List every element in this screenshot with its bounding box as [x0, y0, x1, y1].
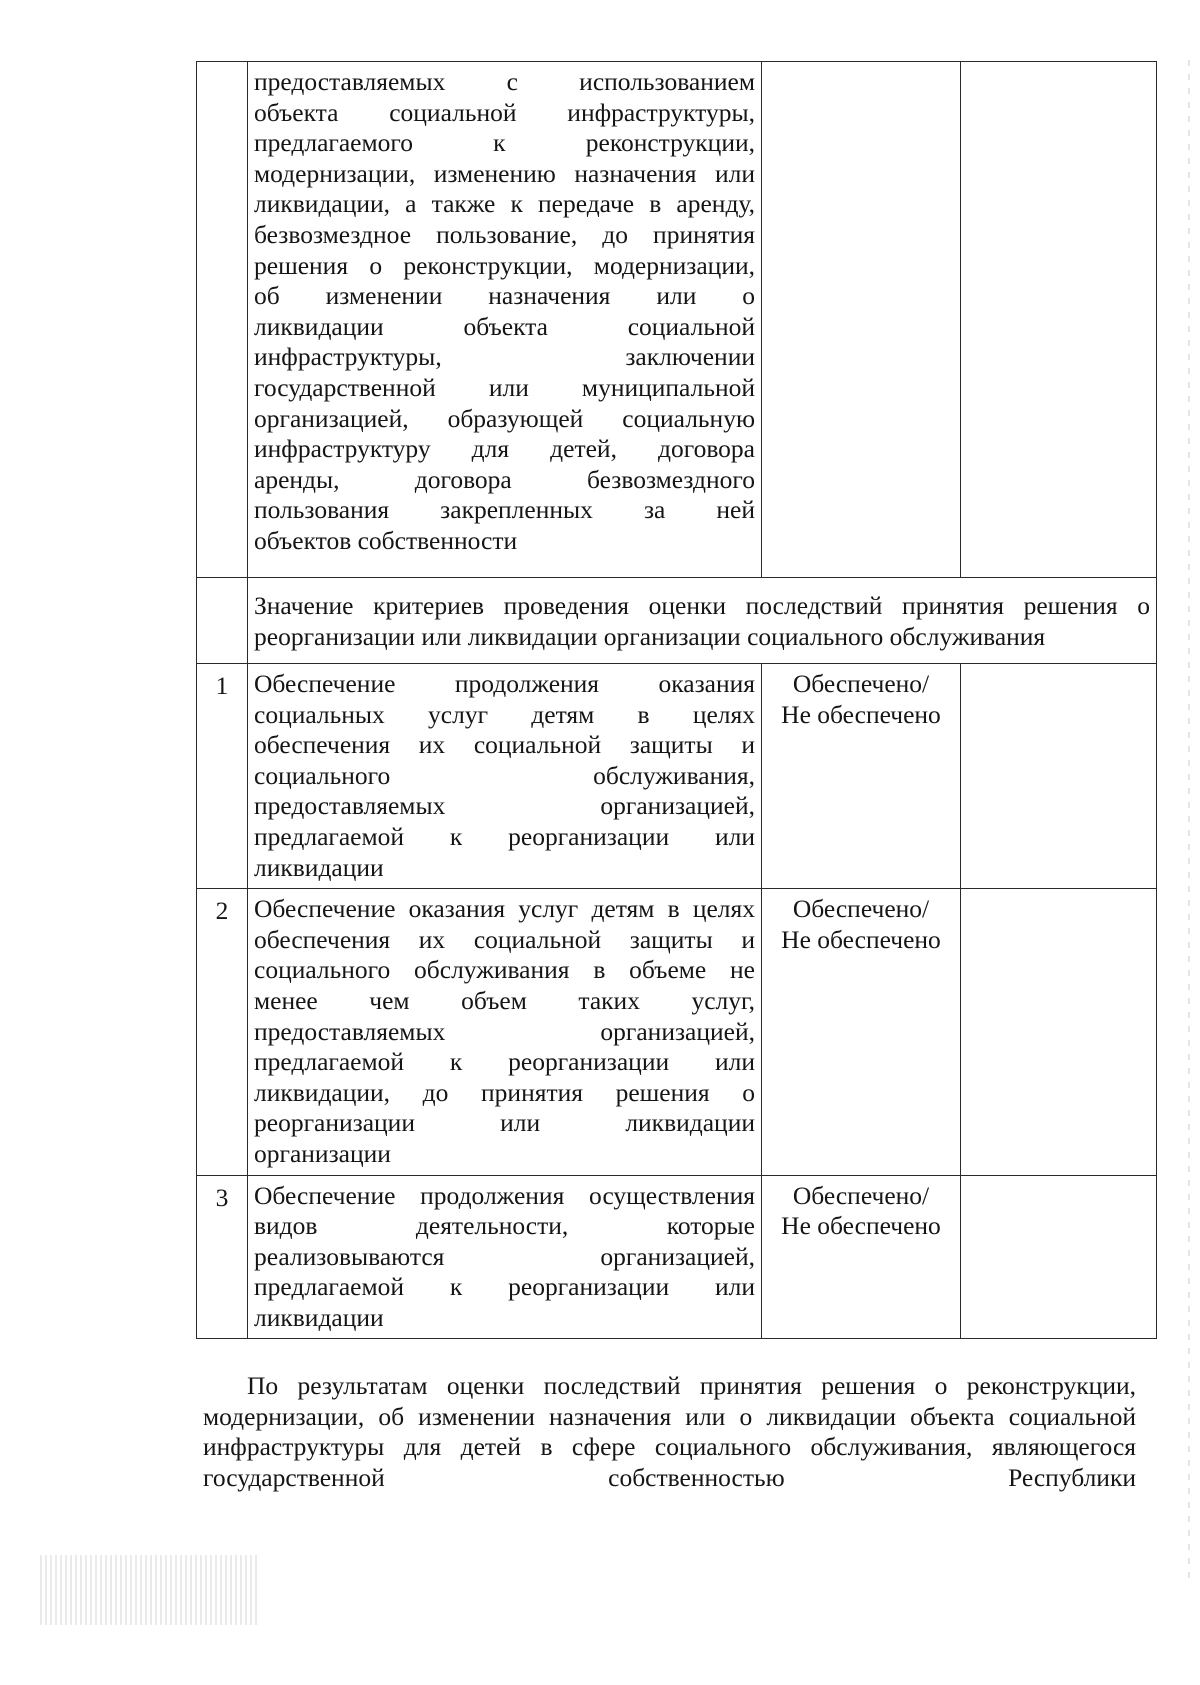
extra-cell	[961, 664, 1157, 889]
text-line: ликвидации, а также к передаче в аренду,	[254, 189, 755, 219]
text-line: модернизации, изменению назначения или	[254, 158, 755, 188]
text-line: реорганизации или ликвидации	[254, 1108, 755, 1138]
value-line-1: Обеспечено/	[792, 1180, 930, 1210]
text-line: обеспечения их социальной защиты и	[254, 730, 755, 760]
text-line: социального обслуживания,	[254, 760, 755, 790]
text-line: ликвидации объекта социальной	[254, 311, 755, 341]
extra-cell	[961, 1175, 1157, 1339]
text-line: предлагаемой к реорганизации или	[254, 1047, 755, 1077]
table-row	[197, 664, 1157, 889]
criterion-text-cell	[248, 664, 762, 889]
value-line-1: Обеспечено/	[792, 894, 930, 924]
extra-cell	[961, 62, 1157, 578]
text-line: Обеспечение продолжения оказания	[254, 669, 755, 698]
text-line: менее чем объем таких услуг,	[254, 985, 755, 1015]
criterion-text-cell	[248, 62, 762, 578]
text-line: предоставляемых организацией,	[254, 1016, 755, 1046]
text-line: Обеспечение продолжения осуществления	[254, 1180, 755, 1210]
scan-edge	[1188, 60, 1190, 1580]
text-line: ликвидации	[254, 852, 384, 882]
text-line: социальных услуг детям в целях	[254, 699, 755, 729]
value-line-2: Не обеспечено	[781, 699, 941, 729]
text-line: безвозмездное пользование, до принятия	[254, 219, 755, 249]
table-row	[197, 889, 1157, 1175]
value-cell	[762, 1175, 961, 1339]
value-line-1: Обеспечено/	[792, 669, 930, 698]
text-line: объектов собственности	[254, 525, 518, 555]
value-cell	[762, 889, 961, 1175]
table-row	[197, 1175, 1157, 1339]
text-line: реализовываются организацией,	[254, 1241, 755, 1271]
value-cell	[762, 62, 961, 578]
text-line: обеспечения их социальной защиты и	[254, 924, 755, 954]
text-line: предоставляемых с использованием	[254, 67, 755, 96]
text-line: предлагаемого к реконструкции,	[254, 128, 755, 158]
text-line: инфраструктуры, заключении	[254, 342, 755, 372]
value-line-2: Не обеспечено	[781, 924, 941, 954]
value-line-2: Не обеспечено	[781, 1211, 941, 1241]
text-line: предоставляемых организацией,	[254, 791, 755, 821]
text-line: Обеспечение оказания услуг детям в целях	[254, 894, 755, 924]
text-line: государственной или муниципальной	[254, 372, 755, 402]
text-line: инфраструктуру для детей, договора	[254, 434, 755, 464]
table-row	[197, 62, 1157, 578]
scan-noise	[40, 1555, 260, 1625]
text-line: организации	[254, 1138, 391, 1168]
section-header-text: Значение критериев проведения оценки последствий принятия решения о реорганизации или ликвидации организации социального обслуживания	[248, 578, 1157, 664]
text-line: социального обслуживания в объеме не	[254, 955, 755, 985]
criterion-text-cell	[248, 1175, 762, 1339]
text-line: об изменении назначения или о	[254, 281, 755, 311]
criteria-table	[196, 61, 1157, 1339]
text-line: предлагаемой к реорганизации или	[254, 1272, 755, 1302]
row-number: 3	[197, 1175, 248, 1339]
text-line: решения о реконструкции, модернизации,	[254, 250, 755, 280]
row-number: 2	[197, 889, 248, 1175]
text-line: предлагаемой к реорганизации или	[254, 821, 755, 851]
value-cell	[762, 664, 961, 889]
text-line: ликвидации	[254, 1302, 384, 1332]
text-line: организацией, образующей социальную	[254, 403, 755, 433]
body-paragraph: По результатам оценки последствий принятия решения о реконструкции, модернизации, об изменении назначения или о ликвидации объекта социальной инфраструктуры для детей в сфере социального обслуживания, являющегося государственной собственностью Республики	[203, 1371, 1136, 1492]
text-line: аренды, договора безвозмездного	[254, 464, 755, 494]
extra-cell	[961, 889, 1157, 1175]
section-header-row	[197, 578, 1157, 664]
text-line: пользования закрепленных за ней	[254, 495, 755, 525]
row-number-cell	[197, 578, 248, 664]
row-number-cell	[197, 62, 248, 578]
text-line: видов деятельности, которые	[254, 1211, 755, 1241]
criterion-text-cell	[248, 889, 762, 1175]
row-number: 1	[197, 664, 248, 889]
text-line: ликвидации, до принятия решения о	[254, 1077, 755, 1107]
text-line: объекта социальной инфраструктуры,	[254, 97, 755, 127]
